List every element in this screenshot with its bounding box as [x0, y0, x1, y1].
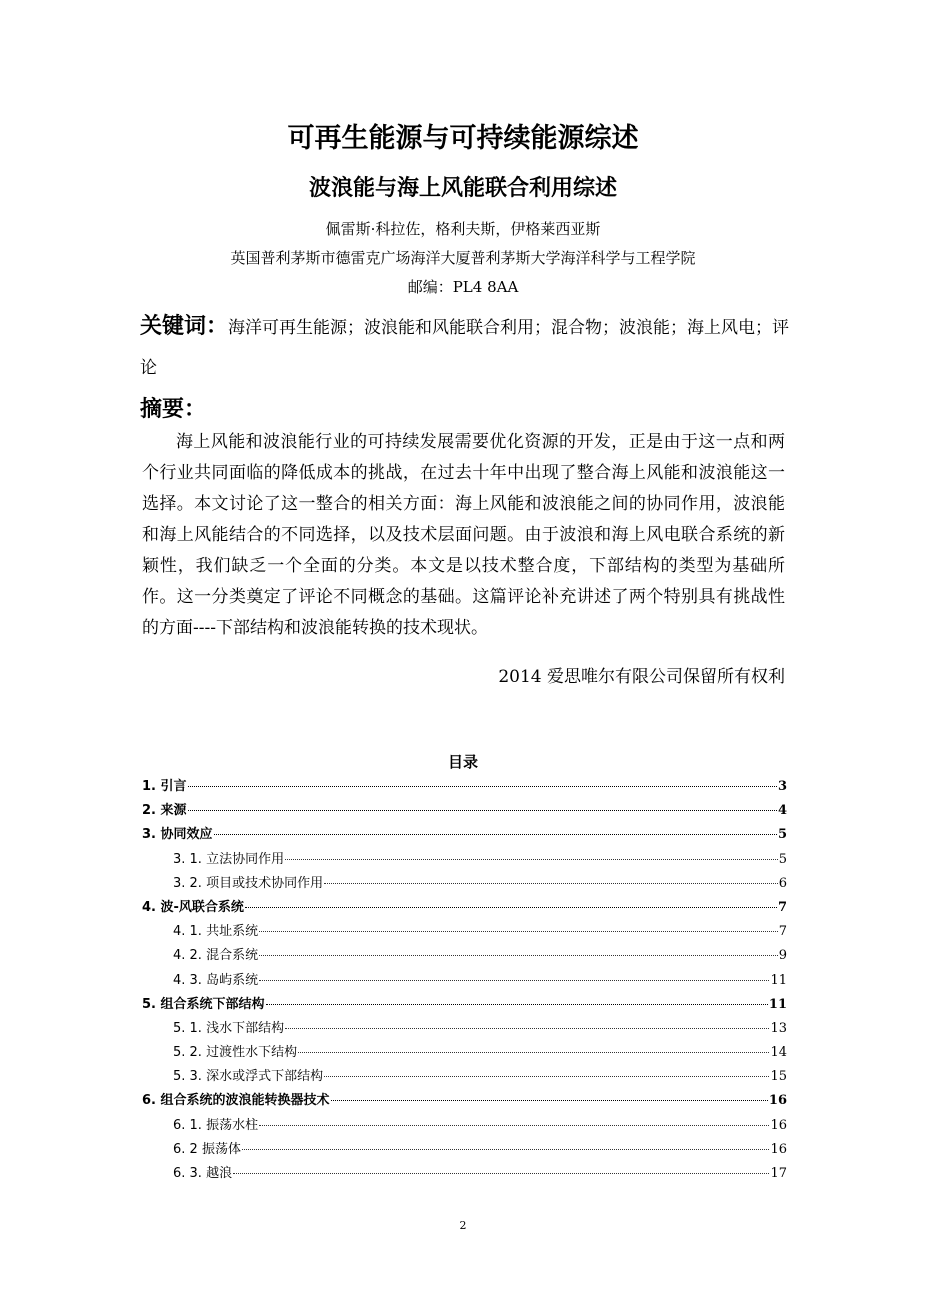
- toc-entry-label: 5. 2. 过渡性水下结构: [173, 1045, 298, 1061]
- toc-leader-dots: [259, 931, 778, 932]
- toc-leader-dots: [298, 1052, 769, 1053]
- toc-leader-dots: [242, 1149, 770, 1150]
- toc-leader-dots: [214, 834, 777, 835]
- toc-entry-page: 11: [770, 972, 787, 988]
- toc-entry-label: 3. 1. 立法协同作用: [173, 851, 285, 867]
- toc-entry[interactable]: [142, 872, 787, 896]
- toc-leader-dots: [324, 883, 778, 884]
- toc-entry-label: 6. 3. 越浪: [173, 1166, 233, 1181]
- document-subtitle: 波浪能与海上风能联合利用综述: [308, 176, 617, 201]
- toc-title: 目录: [447, 753, 478, 771]
- toc-entry-page: 5: [777, 827, 787, 843]
- toc-entry[interactable]: [142, 944, 787, 968]
- keywords-block: [140, 307, 790, 388]
- toc-entry-label: 6. 1. 振荡水柱: [173, 1117, 259, 1133]
- toc-entry-page: 6: [778, 875, 787, 891]
- document-title: 可再生能源与可持续能源综述: [287, 123, 639, 154]
- toc-entry[interactable]: [142, 969, 787, 993]
- toc-entry[interactable]: [142, 775, 787, 799]
- postal-code: 邮编：PL4 8AA: [407, 278, 519, 296]
- toc-entry-label: 4. 波-风联合系统: [142, 899, 244, 915]
- toc-entry-label: 6. 2 振荡体: [173, 1141, 241, 1157]
- toc-entry-page: 15: [770, 1069, 787, 1085]
- toc-entry-page: 16: [770, 1117, 787, 1133]
- authors: 佩雷斯·科拉佐，格利夫斯，伊格莱西亚斯: [325, 220, 601, 238]
- toc-leader-dots: [285, 859, 778, 860]
- toc-entry[interactable]: [142, 1065, 787, 1089]
- toc-entry-label: 4. 3. 岛屿系统: [173, 972, 259, 988]
- toc-entry-label: 2. 来源: [142, 803, 187, 819]
- toc-entry-label: 1. 引言: [142, 779, 187, 794]
- toc-entry-page: 7: [778, 924, 787, 940]
- toc-entry-label: 6. 组合系统的波浪能转换器技术: [142, 1093, 330, 1109]
- toc-entry[interactable]: [142, 848, 787, 872]
- keywords-label: 关键词：: [140, 314, 229, 339]
- toc-entry[interactable]: [142, 1114, 787, 1138]
- abstract-paragraph: 海上风能和波浪能行业的可持续发展需要优化资源的开发，正是由于这一点和两个行业共同面临的降低成本的挑战，在过去十年中出现了整合海上风能和波浪能这一选择。本文讨论了这一整合的相关方面：海上风能和波浪能之间的协同作用，波浪能和海上风能结合的不同选择，以及技术层面问题。由于波浪和海上风电联合系统的新颖性，我们缺乏一个全面的分类。本文是以技术整合度，下部结构的类型为基础所作。这一分类奠定了评论不同概念的基础。这篇评论补充讲述了两个特别具有挑战性的方面----下部结构和波浪能转换的技术现状。: [142, 432, 785, 638]
- toc-entry-page: 16: [770, 1141, 787, 1157]
- toc-leader-dots: [188, 786, 777, 787]
- toc-leader-dots: [331, 1100, 768, 1101]
- affiliation: 英国普利茅斯市德雷克广场海洋大厦普利茅斯大学海洋科学与工程学院: [230, 249, 696, 267]
- toc-entry-page: 9: [778, 948, 787, 964]
- page-number: 2: [459, 1219, 467, 1232]
- toc-entry-page: 5: [778, 851, 787, 867]
- keywords-text: 海洋可再生能源；波浪能和风能联合利用；混合物；波浪能；海上风电；评论: [140, 318, 790, 378]
- toc-leader-dots: [188, 810, 777, 811]
- toc-leader-dots: [285, 1028, 769, 1029]
- toc-entry-page: 17: [770, 1166, 787, 1181]
- table-of-contents: [142, 775, 787, 1186]
- toc-entry-page: 14: [770, 1045, 787, 1061]
- toc-entry[interactable]: [142, 799, 787, 823]
- toc-entry-page: 4: [777, 803, 787, 819]
- toc-entry-page: 13: [770, 1020, 787, 1036]
- toc-entry[interactable]: [142, 1162, 787, 1186]
- toc-leader-dots: [259, 1125, 769, 1126]
- toc-entry[interactable]: [142, 896, 787, 920]
- toc-entry-label: 5. 组合系统下部结构: [142, 996, 265, 1012]
- copyright-notice: 2014 爱思唯尔有限公司保留所有权利: [498, 667, 785, 687]
- toc-entry[interactable]: [142, 1089, 787, 1113]
- toc-entry-label: 3. 2. 项目或技术协同作用: [173, 875, 324, 891]
- abstract-heading: 摘要：: [140, 397, 207, 422]
- toc-entry-page: 3: [777, 779, 787, 794]
- toc-entry-label: 3. 协同效应: [142, 827, 213, 843]
- toc-entry[interactable]: [142, 1017, 787, 1041]
- toc-entry-label: 5. 3. 深水或浮式下部结构: [173, 1069, 324, 1085]
- toc-leader-dots: [233, 1173, 769, 1174]
- toc-leader-dots: [266, 1004, 768, 1005]
- toc-leader-dots: [259, 980, 769, 981]
- toc-entry-page: 16: [768, 1093, 787, 1109]
- toc-leader-dots: [259, 955, 778, 956]
- toc-entry[interactable]: [142, 1138, 787, 1162]
- toc-entry[interactable]: [142, 823, 787, 847]
- abstract-body: [142, 427, 785, 644]
- toc-entry[interactable]: [142, 920, 787, 944]
- toc-entry-label: 4. 2. 混合系统: [173, 948, 259, 964]
- toc-leader-dots: [324, 1076, 769, 1077]
- toc-entry-label: 4. 1. 共址系统: [173, 924, 259, 940]
- toc-entry-page: 11: [768, 996, 787, 1012]
- toc-entry[interactable]: [142, 1041, 787, 1065]
- toc-entry[interactable]: [142, 993, 787, 1017]
- toc-entry-label: 5. 1. 浅水下部结构: [173, 1020, 285, 1036]
- toc-entry-page: 7: [777, 899, 787, 915]
- toc-leader-dots: [245, 907, 777, 908]
